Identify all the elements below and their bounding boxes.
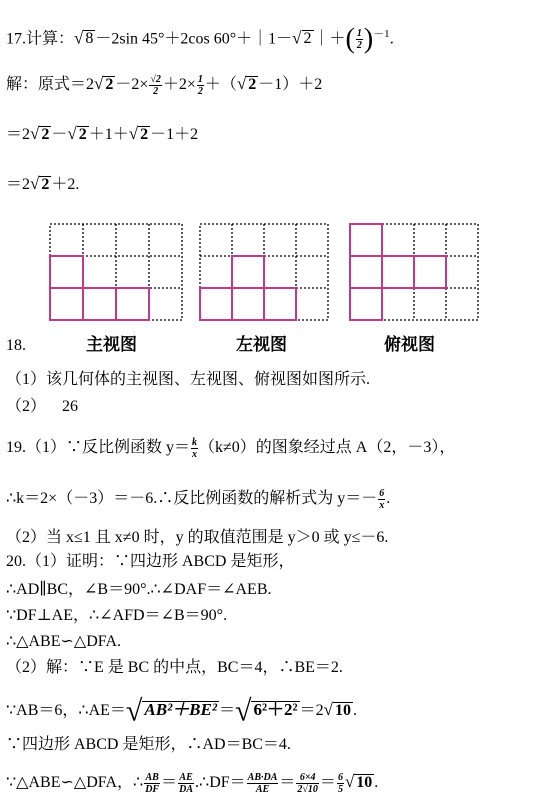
q17-line2: 解：原式＝2√ 2 －2× $\frac{√2}{2}$ ＋2× $\frac{1}{2}$ ＋（√ 2 －1）＋2: [6, 74, 323, 97]
q18-part1: （1）该几何体的主视图、左视图、俯视图如图所示.: [6, 371, 371, 388]
q20-line8: ∵△ABE∽△DFA，∴ $\frac{AB}{DF}$ ＝ $\frac{AE}{DA}$ .∴DF＝ $\frac{AB\cdot DA}{AE}$ ＝ $\frac{6\times 4}{2√10}$ ＝ $\frac{6}{5}$ √ 10 .: [6, 772, 379, 795]
q17-line4: ＝2√ 2 ＋2.: [6, 174, 80, 193]
q19-line1: 19.（1）∵反比例函数 y＝ $\frac{k}{x}$ （k≠0）的图象经过点 A（2，－3），: [6, 437, 456, 460]
q20-line6: ∵AB＝6，∴AE＝√ AB²＋BE² ＝√ 6²＋2² ＝2√ 10 .: [6, 694, 357, 728]
q17-line3: ＝2√ 2 －√ 2 ＋1＋√ 2 －1＋2: [6, 124, 199, 143]
q18-part2-label: （2）: [6, 398, 47, 415]
caption-left-view: 左视图: [236, 335, 287, 355]
main-view-grid: [50, 224, 182, 320]
q20-line2: ∴AD∥BC，∠B＝90°.∴∠DAF＝∠AEB.: [6, 581, 272, 598]
q17-prefix: 17.计算：: [6, 30, 75, 48]
q19-line2: ∴k＝2×（－3）＝－6.∴反比例函数的解析式为 y＝－ $\frac{6}{x}$ .: [6, 488, 391, 511]
caption-main-view: 主视图: [86, 335, 137, 355]
top-view-grid: [350, 224, 478, 320]
q19-line3: （2）当 x≤1 且 x≠0 时，y 的取值范围是 y＞0 或 y≤－6.: [6, 529, 389, 546]
q20-line1: 20.（1）证明：∵四边形 ABCD 是矩形，: [6, 553, 295, 570]
q18-part2: [6, 397, 78, 417]
q20-line7: ∵四边形 ABCD 是矩形，∴AD＝BC＝4.: [6, 736, 291, 753]
q20-line5: （2）解：∵E 是 BC 的中点，BC＝4，∴BE＝2.: [6, 659, 343, 676]
caption-top-view: 俯视图: [384, 335, 435, 355]
q17-line1: 17.计算：√ 8 －2sin 45°＋2cos 60°＋｜1－√ 2 ｜＋( $\frac{1}{2}$ )$^{-1}$.: [6, 23, 394, 55]
q18-views-figure: [0, 222, 533, 332]
q18-number: 18.: [6, 337, 26, 354]
left-view-grid: [200, 224, 328, 320]
q20-line3: ∵DF⊥AE，∴∠AFD＝∠B＝90°.: [6, 607, 228, 624]
q20-line4: ∴△ABE∽△DFA.: [6, 633, 122, 650]
q18-part2-value: 26: [62, 398, 79, 415]
